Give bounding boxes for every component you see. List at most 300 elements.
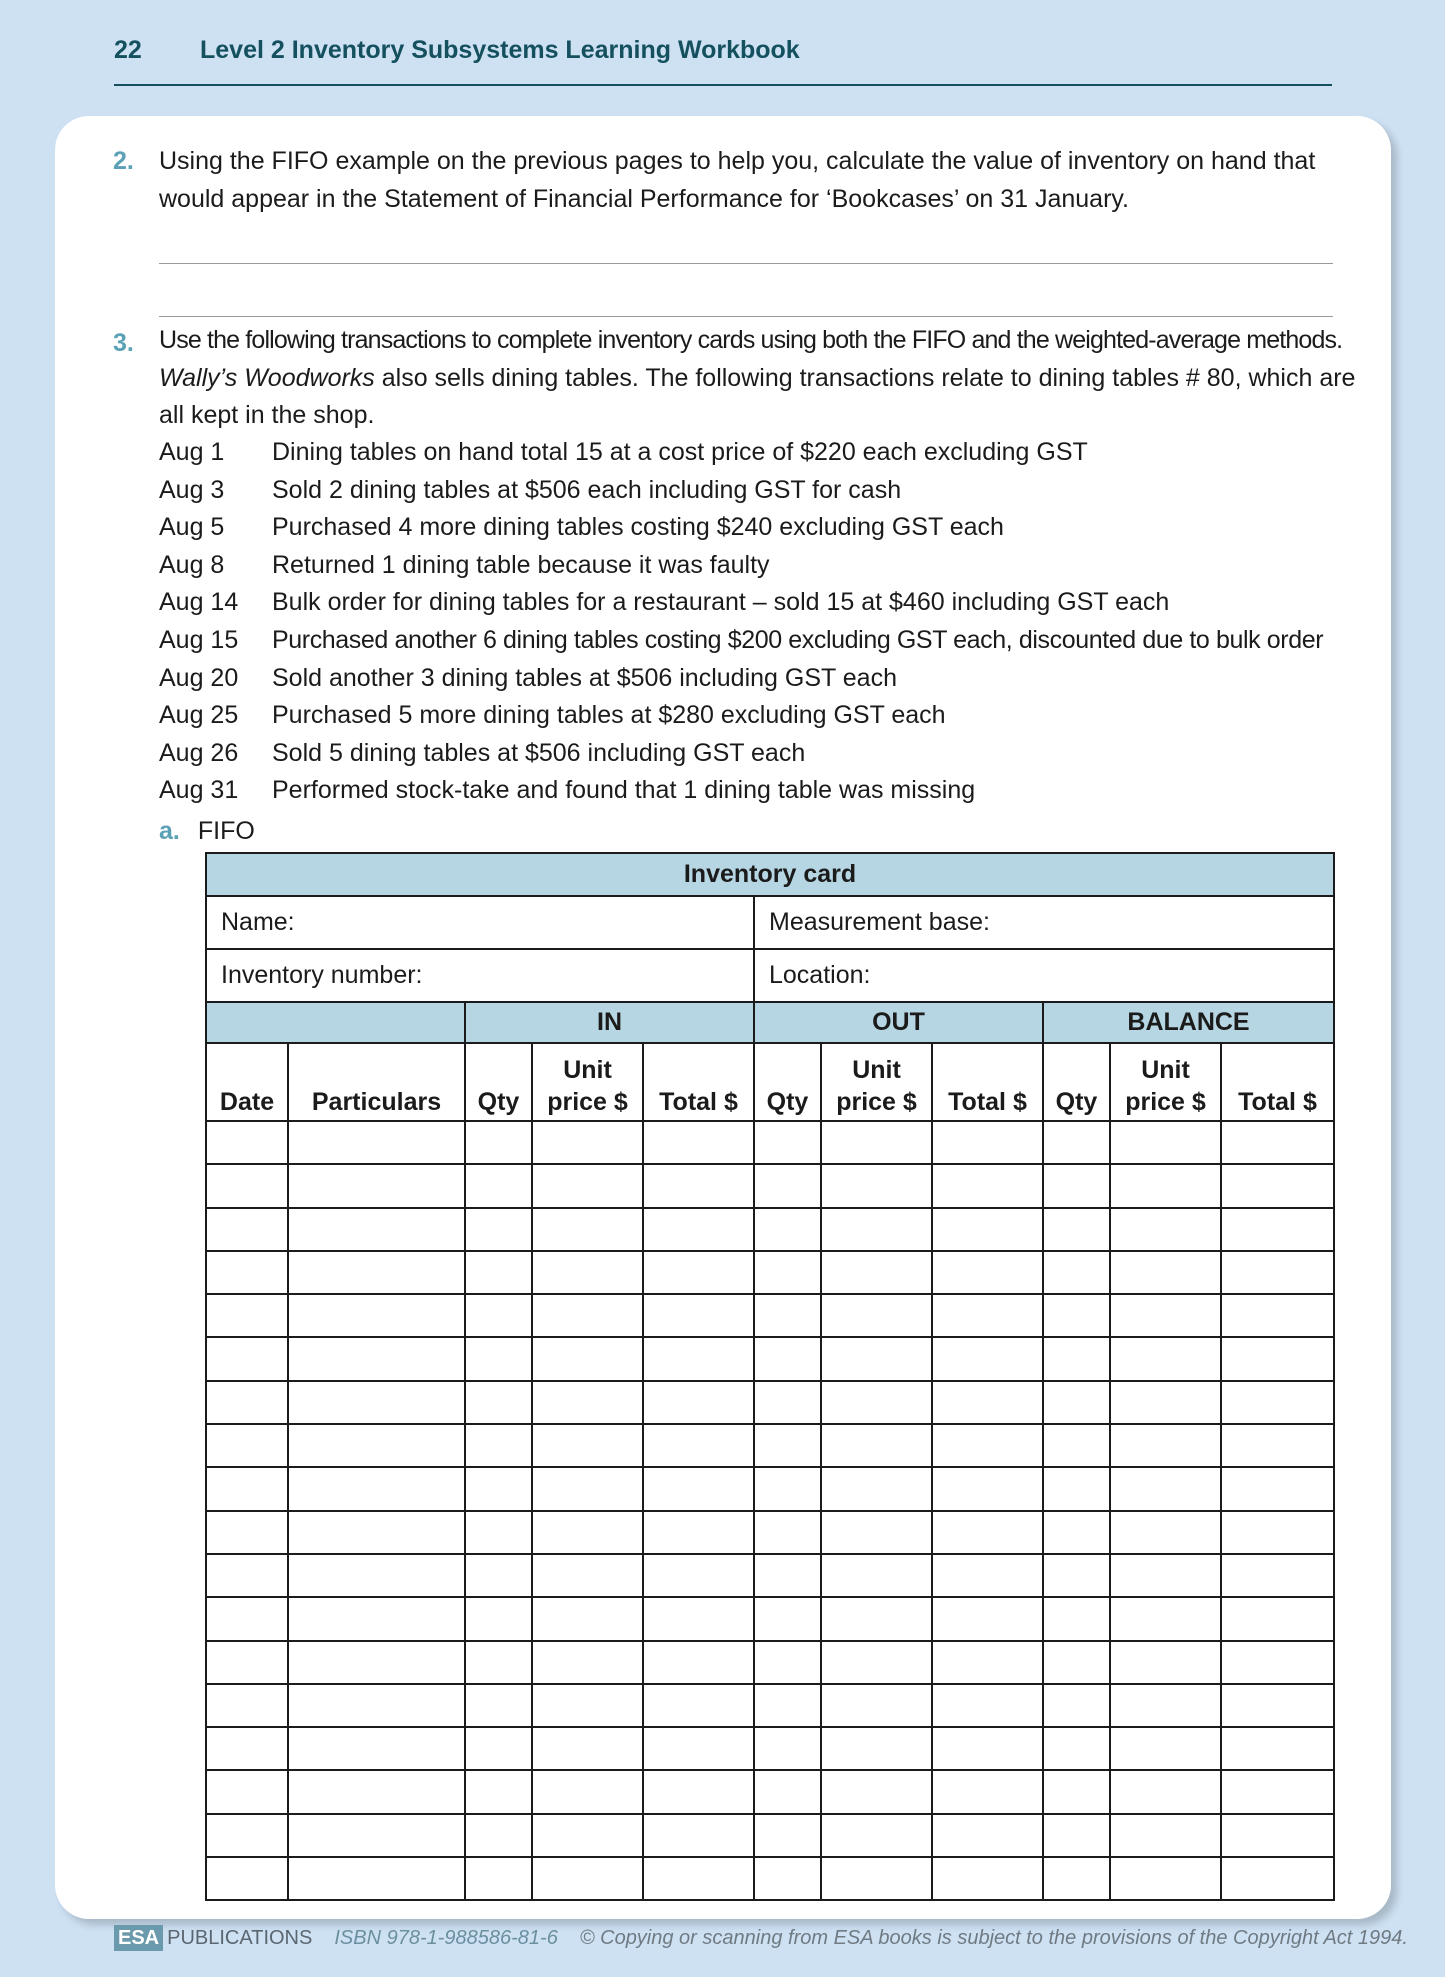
table-row [206,1511,1334,1554]
entry-cell[interactable] [754,1467,821,1510]
entry-cell[interactable] [532,1381,643,1424]
entry-cell[interactable] [932,1424,1043,1467]
entry-cell[interactable] [288,1641,465,1684]
entry-cell[interactable] [643,1294,754,1337]
entry-cell[interactable] [532,1511,643,1554]
col-balance-total: Total $ [1221,1043,1334,1121]
entry-cell[interactable] [643,1857,754,1900]
entry-cell[interactable] [288,1381,465,1424]
entry-cell[interactable] [1110,1641,1221,1684]
col-in-unit-price [532,1043,643,1121]
entry-cell[interactable] [932,1467,1043,1510]
table-row [206,1467,1334,1510]
transaction-date: Aug 3 [159,475,225,504]
entry-cell[interactable] [532,1121,643,1164]
col-in-qty: Qty [465,1043,532,1121]
unit-line-2: price $ [547,1088,628,1116]
entry-cell[interactable] [643,1511,754,1554]
publisher-name: PUBLICATIONS [167,1926,313,1949]
entry-cell[interactable] [1221,1208,1334,1251]
entry-cell[interactable] [754,1337,821,1380]
transaction-date: Aug 8 [159,550,225,579]
entry-cell[interactable] [1110,1814,1221,1857]
business-name: Wally’s Woodworks [159,363,375,392]
entry-cell[interactable] [206,1467,288,1510]
table-row [206,1208,1334,1251]
transaction-row [159,434,1359,472]
entry-cell[interactable] [1043,1727,1110,1770]
entry-cell[interactable] [1110,1337,1221,1380]
entry-cell[interactable] [1221,1684,1334,1727]
entry-cell[interactable] [932,1164,1043,1207]
transaction-row [159,660,1359,698]
entry-cell[interactable] [754,1814,821,1857]
entry-cell[interactable] [821,1554,932,1597]
entry-cell[interactable] [532,1597,643,1640]
entry-cell[interactable] [206,1208,288,1251]
entry-cell[interactable] [206,1121,288,1164]
transaction-description: Purchased another 6 dining tables costing $200 excluding GST each, discounted due to bulk order [272,625,1324,654]
entry-cell[interactable] [288,1511,465,1554]
entry-cell[interactable] [465,1294,532,1337]
question-3-line-2 [159,360,1379,398]
entry-cell[interactable] [206,1294,288,1337]
entry-cell[interactable] [532,1554,643,1597]
entry-cell[interactable] [532,1770,643,1813]
col-balance-unit-price [1110,1043,1221,1121]
page-number: 22 [114,36,142,64]
entry-cell[interactable] [821,1424,932,1467]
entry-cell[interactable] [821,1814,932,1857]
transaction-row [159,697,1359,735]
entry-cell[interactable] [206,1727,288,1770]
entry-cell[interactable] [532,1251,643,1294]
entry-cell[interactable] [821,1727,932,1770]
col-in-total: Total $ [643,1043,754,1121]
entry-cell[interactable] [532,1857,643,1900]
transaction-row [159,772,1359,810]
entry-cell[interactable] [1110,1770,1221,1813]
entry-cell[interactable] [288,1814,465,1857]
card-title-row [206,853,1334,896]
unit-line-1: Unit [1141,1056,1190,1084]
group-blank-cell [206,1002,465,1043]
entry-cell[interactable] [206,1381,288,1424]
entry-cell[interactable] [1221,1727,1334,1770]
page-content [55,116,1391,1919]
entry-cell[interactable] [532,1467,643,1510]
entry-cell[interactable] [643,1770,754,1813]
entry-cell[interactable] [1110,1294,1221,1337]
entry-cell[interactable] [465,1814,532,1857]
entry-cell[interactable] [206,1251,288,1294]
entry-cell[interactable] [1110,1467,1221,1510]
entry-cell[interactable] [465,1337,532,1380]
entry-cell[interactable] [465,1727,532,1770]
part-a-method: FIFO [197,817,255,845]
entry-cell[interactable] [206,1857,288,1900]
transaction-description: Sold 5 dining tables at $506 including GST each [272,738,806,767]
table-row [206,1727,1334,1770]
entry-cell[interactable] [643,1208,754,1251]
table-row [206,1294,1334,1337]
entry-cell[interactable] [206,1814,288,1857]
entry-cell[interactable] [1043,1597,1110,1640]
entry-cell[interactable] [465,1511,532,1554]
question-3-number: 3. [113,329,134,357]
entry-cell[interactable] [288,1554,465,1597]
entry-cell[interactable] [532,1208,643,1251]
entry-cell[interactable] [1110,1381,1221,1424]
entry-cell[interactable] [532,1727,643,1770]
entry-cell[interactable] [932,1597,1043,1640]
table-row [206,1554,1334,1597]
table-row [206,1770,1334,1813]
entry-cell[interactable] [465,1251,532,1294]
table-row [206,1337,1334,1380]
entry-cell[interactable] [932,1251,1043,1294]
entry-cell[interactable] [532,1424,643,1467]
entry-cell[interactable] [1043,1554,1110,1597]
entry-cell[interactable] [465,1164,532,1207]
table-row [206,1164,1334,1207]
entry-cell[interactable] [1043,1121,1110,1164]
entry-cell[interactable] [643,1641,754,1684]
entry-cell[interactable] [754,1727,821,1770]
entry-cell[interactable] [754,1597,821,1640]
entry-cell[interactable] [643,1727,754,1770]
entry-cell[interactable] [1043,1424,1110,1467]
transaction-row [159,584,1359,622]
entry-cell[interactable] [1221,1381,1334,1424]
entry-cell[interactable] [754,1770,821,1813]
entry-cell[interactable] [532,1337,643,1380]
entry-cell[interactable] [1043,1467,1110,1510]
entry-cell[interactable] [532,1814,643,1857]
entry-cell[interactable] [206,1684,288,1727]
entry-cell[interactable] [643,1684,754,1727]
entry-cell[interactable] [532,1684,643,1727]
entry-cell[interactable] [206,1164,288,1207]
entry-cell[interactable] [1221,1554,1334,1597]
entry-cell[interactable] [206,1511,288,1554]
entry-cell[interactable] [821,1467,932,1510]
entry-cell[interactable] [754,1511,821,1554]
transaction-description: Purchased 4 more dining tables costing $240 excluding GST each [272,513,1004,542]
entry-cell[interactable] [1221,1121,1334,1164]
entry-cell[interactable] [643,1424,754,1467]
entry-cell[interactable] [1221,1251,1334,1294]
inventory-card-table [205,852,1335,1901]
table-row [206,1381,1334,1424]
entry-cell[interactable] [754,1164,821,1207]
transaction-description: Performed stock-take and found that 1 dining table was missing [272,776,976,805]
entry-cell[interactable] [1043,1814,1110,1857]
entry-cell[interactable] [821,1164,932,1207]
entry-cell[interactable] [1110,1424,1221,1467]
transaction-description: Sold another 3 dining tables at $506 including GST each [272,663,897,692]
transaction-description: Returned 1 dining table because it was faulty [272,550,770,579]
entry-cell[interactable] [643,1554,754,1597]
entry-cell[interactable] [465,1684,532,1727]
transaction-date: Aug 15 [159,625,239,654]
entry-cell[interactable] [465,1208,532,1251]
unit-line-2: price $ [1125,1088,1206,1116]
question-3-text [159,322,1379,435]
entry-cell[interactable] [465,1381,532,1424]
entry-cell[interactable] [532,1294,643,1337]
entry-cell[interactable] [821,1208,932,1251]
entry-cell[interactable] [1110,1121,1221,1164]
entry-cell[interactable] [465,1424,532,1467]
question-2-text [159,143,1315,218]
entry-cell[interactable] [643,1381,754,1424]
unit-line-2: price $ [836,1088,917,1116]
card-info-row [206,896,1334,949]
entry-cell[interactable] [288,1121,465,1164]
entry-cell[interactable] [1110,1511,1221,1554]
transaction-description: Bulk order for dining tables for a restaurant – sold 15 at $460 including GST each [272,588,1170,617]
entry-cell[interactable] [1043,1381,1110,1424]
entry-cell[interactable] [643,1814,754,1857]
entry-cell[interactable] [288,1684,465,1727]
entry-cell[interactable] [754,1121,821,1164]
entry-cell[interactable] [754,1554,821,1597]
transaction-description: Purchased 5 more dining tables at $280 excluding GST each [272,701,946,730]
table-row [206,1641,1334,1684]
location-field[interactable]: Location: [754,949,1334,1002]
entry-cell[interactable] [754,1251,821,1294]
entry-cell[interactable] [1221,1770,1334,1813]
entry-cell[interactable] [288,1251,465,1294]
entry-cell[interactable] [754,1424,821,1467]
entry-cell[interactable] [288,1424,465,1467]
entry-cell[interactable] [643,1467,754,1510]
transaction-description: Dining tables on hand total 15 at a cost price of $220 each excluding GST [272,438,1088,466]
entry-cell[interactable] [1043,1641,1110,1684]
page-header [114,30,1332,86]
entry-cell[interactable] [932,1684,1043,1727]
entry-cell[interactable] [821,1294,932,1337]
entry-cell[interactable] [1221,1294,1334,1337]
entry-cell[interactable] [1221,1597,1334,1640]
entry-cell[interactable] [288,1597,465,1640]
entry-cell[interactable] [1110,1597,1221,1640]
question-3-line-1: Use the following transactions to complete inventory cards using both the FIFO and the weighted-average methods. [159,326,1343,354]
table-row [206,1684,1334,1727]
entry-cell[interactable] [288,1727,465,1770]
entry-cell[interactable] [754,1381,821,1424]
entry-cell[interactable] [932,1770,1043,1813]
entry-cell[interactable] [1043,1511,1110,1554]
entry-cell[interactable] [932,1337,1043,1380]
entry-cell[interactable] [932,1727,1043,1770]
entry-cell[interactable] [206,1554,288,1597]
group-balance-header: BALANCE [1043,1002,1334,1043]
entry-cell[interactable] [206,1597,288,1640]
col-out-qty: Qty [754,1043,821,1121]
entry-cell[interactable] [1110,1857,1221,1900]
entry-cell[interactable] [932,1814,1043,1857]
question-2-line-2: would appear in the Statement of Financial Performance for ‘Bookcases’ on 31 January. [159,184,1129,213]
entry-cell[interactable] [821,1770,932,1813]
inventory-number-field[interactable]: Inventory number: [206,949,754,1002]
entry-cell[interactable] [465,1770,532,1813]
entry-cell[interactable] [1221,1641,1334,1684]
transaction-date: Aug 25 [159,701,239,730]
entry-cell[interactable] [288,1857,465,1900]
book-title: Level 2 Inventory Subsystems Learning Workbook [200,36,800,64]
entry-cell[interactable] [532,1641,643,1684]
entry-cell[interactable] [288,1164,465,1207]
transaction-row [159,622,1359,660]
entry-cell[interactable] [465,1641,532,1684]
part-a-letter: a. [159,817,180,845]
entry-cell[interactable] [821,1684,932,1727]
entry-cell[interactable] [643,1121,754,1164]
transaction-date: Aug 26 [159,738,239,767]
entry-cell[interactable] [821,1511,932,1554]
entry-cell[interactable] [932,1381,1043,1424]
table-row [206,1424,1334,1467]
entry-cell[interactable] [1221,1814,1334,1857]
entry-cell[interactable] [1110,1251,1221,1294]
isbn: ISBN 978-1-988586-81-6 [334,1926,558,1949]
entry-cell[interactable] [1221,1164,1334,1207]
entry-cell[interactable] [465,1857,532,1900]
entry-cell[interactable] [754,1208,821,1251]
transaction-date: Aug 14 [159,588,239,617]
entry-cell[interactable] [754,1684,821,1727]
entry-cell[interactable] [754,1294,821,1337]
entry-cell[interactable] [643,1597,754,1640]
col-date: Date [206,1043,288,1121]
entry-cell[interactable] [1221,1424,1334,1467]
entry-cell[interactable] [1043,1770,1110,1813]
entry-cell[interactable] [643,1251,754,1294]
col-out-total: Total $ [932,1043,1043,1121]
transaction-date: Aug 1 [159,438,225,466]
entry-cell[interactable] [754,1857,821,1900]
transaction-list [159,434,1359,810]
entry-cell[interactable] [932,1511,1043,1554]
entry-cell[interactable] [465,1554,532,1597]
entry-cell[interactable] [754,1641,821,1684]
question-3-line-2-rest: also sells dining tables. The following transactions relate to dining tables # 80, which are [374,363,1356,392]
entry-cell[interactable] [1043,1857,1110,1900]
name-field[interactable]: Name: [206,896,754,949]
entry-cell[interactable] [821,1251,932,1294]
column-header-row [206,1043,1334,1121]
unit-line-1: Unit [563,1056,612,1084]
entry-cell[interactable] [1110,1208,1221,1251]
entry-cell[interactable] [821,1381,932,1424]
col-balance-qty: Qty [1043,1043,1110,1121]
transaction-date: Aug 20 [159,663,239,692]
entry-cell[interactable] [206,1641,288,1684]
entry-cell[interactable] [1043,1337,1110,1380]
entry-cell[interactable] [1221,1337,1334,1380]
entry-cell[interactable] [1043,1208,1110,1251]
question-3-line-3: all kept in the shop. [159,401,375,429]
entry-cell[interactable] [1110,1164,1221,1207]
entry-cell[interactable] [932,1857,1043,1900]
table-row [206,1251,1334,1294]
question-2-line-1: Using the FIFO example on the previous pages to help you, calculate the value of inventory on hand that [159,147,1316,175]
entry-cell[interactable] [288,1770,465,1813]
entry-cell[interactable] [932,1641,1043,1684]
entry-cell[interactable] [465,1467,532,1510]
entry-cell[interactable] [932,1294,1043,1337]
entry-cell[interactable] [821,1337,932,1380]
measurement-base-field[interactable]: Measurement base: [754,896,1334,949]
group-out-header: OUT [754,1002,1043,1043]
entry-cell[interactable] [288,1467,465,1510]
group-header-row [206,1002,1334,1043]
entry-cell[interactable] [206,1770,288,1813]
entry-cell[interactable] [1043,1251,1110,1294]
entry-cell[interactable] [821,1597,932,1640]
entry-cell[interactable] [288,1294,465,1337]
col-out-unit-price [821,1043,932,1121]
entry-cell[interactable] [465,1597,532,1640]
entry-cell[interactable] [932,1208,1043,1251]
entry-cell[interactable] [206,1424,288,1467]
entry-cell[interactable] [821,1641,932,1684]
card-title: Inventory card [206,853,1334,896]
table-row [206,1814,1334,1857]
copyright-notice: © Copying or scanning from ESA books is subject to the provisions of the Copyright Act 1994. [579,1926,1408,1949]
entry-cell[interactable] [1221,1857,1334,1900]
col-particulars: Particulars [288,1043,465,1121]
transaction-date: Aug 5 [159,513,225,542]
entry-cell[interactable] [1043,1684,1110,1727]
entry-cell[interactable] [1110,1727,1221,1770]
entry-cell[interactable] [1043,1294,1110,1337]
page-footer [114,1925,1408,1955]
transaction-row [159,472,1359,510]
entry-cell[interactable] [821,1121,932,1164]
card-info-row [206,949,1334,1002]
entry-cell[interactable] [206,1337,288,1380]
table-row [206,1121,1334,1164]
answer-line[interactable] [159,316,1333,317]
entry-cell[interactable] [643,1337,754,1380]
unit-line-1: Unit [852,1056,901,1084]
entry-cell[interactable] [643,1164,754,1207]
esa-logo: ESA [114,1925,163,1951]
entry-cell[interactable] [821,1857,932,1900]
entry-cell[interactable] [288,1208,465,1251]
entry-cell[interactable] [288,1337,465,1380]
transaction-row [159,735,1359,773]
entry-cell[interactable] [1221,1511,1334,1554]
table-row [206,1857,1334,1900]
entry-cell[interactable] [1110,1684,1221,1727]
entry-cell[interactable] [532,1164,643,1207]
answer-line[interactable] [159,263,1333,264]
question-2-number: 2. [113,147,134,175]
transaction-description: Sold 2 dining tables at $506 each including GST for cash [272,475,902,504]
entry-cell[interactable] [465,1121,532,1164]
entry-cell[interactable] [1221,1467,1334,1510]
entry-cell[interactable] [932,1554,1043,1597]
entry-cell[interactable] [1110,1554,1221,1597]
entry-cell[interactable] [932,1121,1043,1164]
part-a-label [159,813,255,850]
entry-cell[interactable] [1043,1164,1110,1207]
table-row [206,1597,1334,1640]
